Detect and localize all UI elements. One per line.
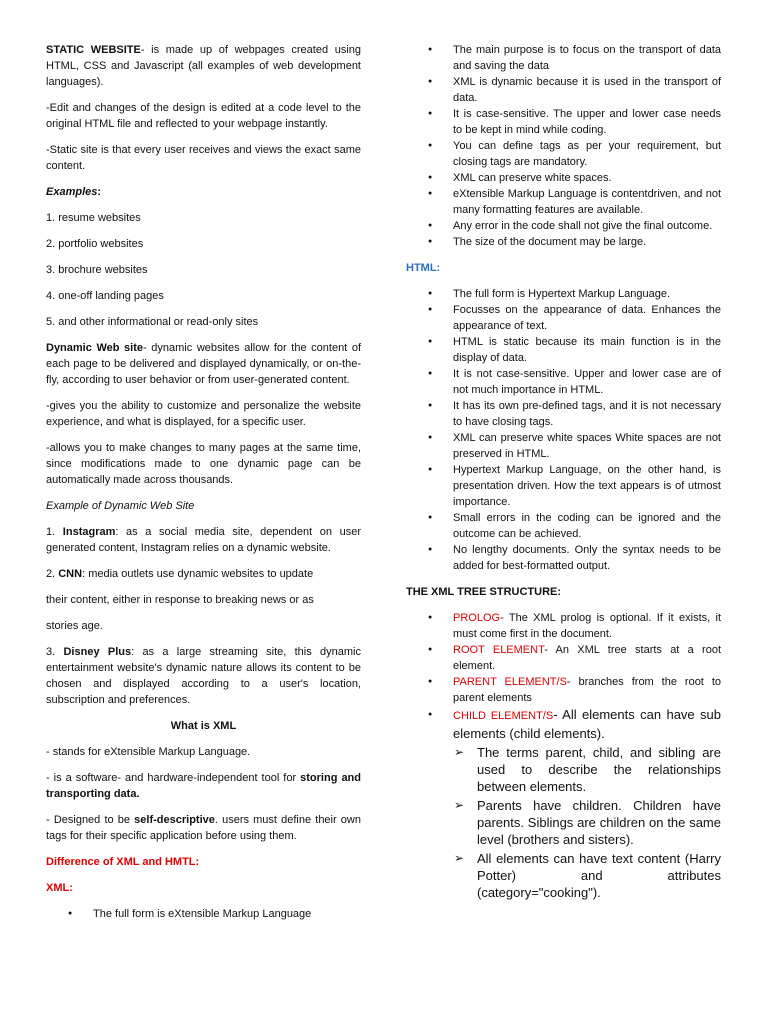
example-text: : as a large streaming site, this dynamic entertainment website's dynamic nature allows its content to be chosen and displayed according to a user's location, subscription and preferences. [46,646,362,706]
static-edit-paragraph: -Edit and changes of the design is edited at a code level to the original HTML file and reflected to your webpage instantly. [46,102,361,130]
list-item: ● XML can preserve white spaces White spaces are not preserved in HTML. [406,430,721,462]
list-item: ➢ All elements can have text content (Harry Potter) and attributes (category="cooking"). [430,850,721,901]
xml-stands-for: - stands for eXtensible Markup Language. [46,746,251,758]
example-name: Disney Plus [63,646,132,658]
examples-label-paragraph: Examples: [46,186,102,198]
list-item [406,642,721,674]
tree-text: - All elements can have sub elements (child elements). [453,707,721,741]
list-item: ● Any error in the code shall not give the final outcome. [406,218,721,234]
xml-bullet-list-start [46,906,361,922]
example-dynamic-label [46,498,361,514]
dynamic-website-term: Dynamic Web site [46,342,144,354]
tree-term: ROOT ELEMENT [453,644,545,656]
left-column [46,42,361,932]
tree-structure-heading [406,584,721,600]
xml-designed-text: - Designed to be [46,814,135,826]
tree-text: - The XML prolog is optional. If it exists, it must come first in the document. [453,612,721,640]
example-item: 1. resume websites [46,212,141,224]
tree-term: PARENT ELEMENT/S [453,676,567,688]
example-item: 5. and other informational or read-only sites [46,316,259,328]
dynamic-website-definition: - dynamic websites allow for the content of each page to be delivered and displayed dynamically, or on-the-fly, according to user behavior or from user-generated content. [46,342,361,386]
list-item: ● The size of the document may be large. [406,234,721,250]
tree-text: - branches from the root to parent elements [453,676,721,704]
xml-tool-text: - is a software- and hardware-independent tool for [46,772,301,784]
example-number: 1. [46,526,63,538]
list-item: ● No lengthy documents. Only the syntax needs to be added for best-formatted output. [406,542,721,574]
xml-label [46,880,361,896]
list-item: ● It is not case-sensitive. Upper and lower case are of not much importance in HTML. [406,366,721,398]
xml-label-text: XML: [46,882,73,894]
list-item: ● The full form is Hypertext Markup Language. [406,286,721,302]
list-item: ● XML can preserve white spaces. [406,170,721,186]
tree-term: CHILD ELEMENT/S [453,710,554,722]
tree-term: PROLOG [453,612,501,624]
right-column [406,42,721,903]
html-bullet-list [406,286,721,574]
xml-self-descriptive-paragraph [46,812,361,844]
xml-self-descriptive-term: self-descriptive [134,814,215,826]
example-item: 3. brochure websites [46,264,148,276]
html-label-text: HTML: [406,262,441,274]
static-website-paragraph [46,42,361,90]
instagram-example [46,524,361,556]
list-item [406,706,721,742]
xml-tool-emphasis: storing and transporting data. [46,772,361,800]
list-item [406,610,721,642]
list-item: ● Focusses on the appearance of data. Enhances the appearance of text. [406,302,721,334]
list-item: ● XML is dynamic because it is used in the transport of data. [406,74,721,106]
cnn-example-line2: their content, either in response to breaking news or as [46,594,314,606]
difference-heading [46,854,361,870]
list-item: ● Small errors in the coding can be ignored and the outcome can be achieved. [406,510,721,542]
example-name: Instagram [62,526,116,538]
difference-heading-text: Difference of XML and HMTL: [46,856,200,868]
what-is-xml-heading [46,718,361,734]
what-is-xml-heading-text: What is XML [170,720,237,732]
example-name: CNN [58,568,83,580]
list-item: ● Hypertext Markup Language, on the other hand, is presentation driven. How the text appears is of utmost importance. [406,462,721,510]
example-text: : media outlets use dynamic websites to update [82,568,314,580]
xml-tool-paragraph [46,770,361,802]
list-item: ● HTML is static because its main function is in the display of data. [406,334,721,366]
list-item: ● You can define tags as per your requirement, but closing tags are mandatory. [406,138,721,170]
list-item: ● The full form is eXtensible Markup Language [46,906,361,922]
example-number: 3. [46,646,64,658]
example-dynamic-label-text: Example of Dynamic Web Site [46,500,195,512]
examples-label: Examples [46,186,98,198]
static-website-term: STATIC WEBSITE [46,44,141,56]
cnn-example-line3: stories age. [46,620,103,632]
example-text: : as a social media site, dependent on user generated content, Instagram relies on a dynamic website. [46,526,361,554]
dynamic-website-paragraph [46,340,361,388]
example-number: 2. [46,568,59,580]
cnn-example [46,566,361,582]
list-item: ● It has its own pre-defined tags, and it is not necessary to have closing tags. [406,398,721,430]
dynamic-changes-paragraph: -allows you to make changes to many pages at the same time, since modifications made to one dynamic page can be automatically made across thousands. [46,442,361,486]
tree-structure-heading-text: THE XML TREE STRUCTURE: [406,586,562,598]
html-label [406,260,721,276]
list-item: ➢ Parents have children. Children have parents. Siblings are children on the same level (brothers and sisters). [430,797,721,848]
list-item: ● It is case-sensitive. The upper and lower case needs to be kept in mind while coding. [406,106,721,138]
static-same-content-paragraph: -Static site is that every user receives and views the exact same content. [46,144,361,172]
list-item: ➢ The terms parent, child, and sibling are used to describe the relationships between elements. [430,744,721,795]
example-item: 2. portfolio websites [46,238,144,250]
tree-text: - An XML tree starts at a root element. [453,644,721,672]
static-website-definition: - is made up of webpages created using HTML, CSS and Javascript (all examples of web development languages). [46,44,361,88]
list-item: ● The main purpose is to focus on the transport of data and saving the data [406,42,721,74]
disney-example [46,644,361,708]
example-item: 4. one-off landing pages [46,290,164,302]
xml-bullet-list [406,42,721,250]
child-element-sub-list [430,744,721,901]
dynamic-customize-paragraph: -gives you the ability to customize and personalize the website experience, and what is displayed, for a specific user. [46,400,361,428]
list-item [406,674,721,706]
list-item: ● eXtensible Markup Language is contentdriven, and not many formatting features are available. [406,186,721,218]
xml-designed-rest: . users must define their own tags for their specific application before using them. [46,814,361,842]
tree-structure-list [406,610,721,742]
